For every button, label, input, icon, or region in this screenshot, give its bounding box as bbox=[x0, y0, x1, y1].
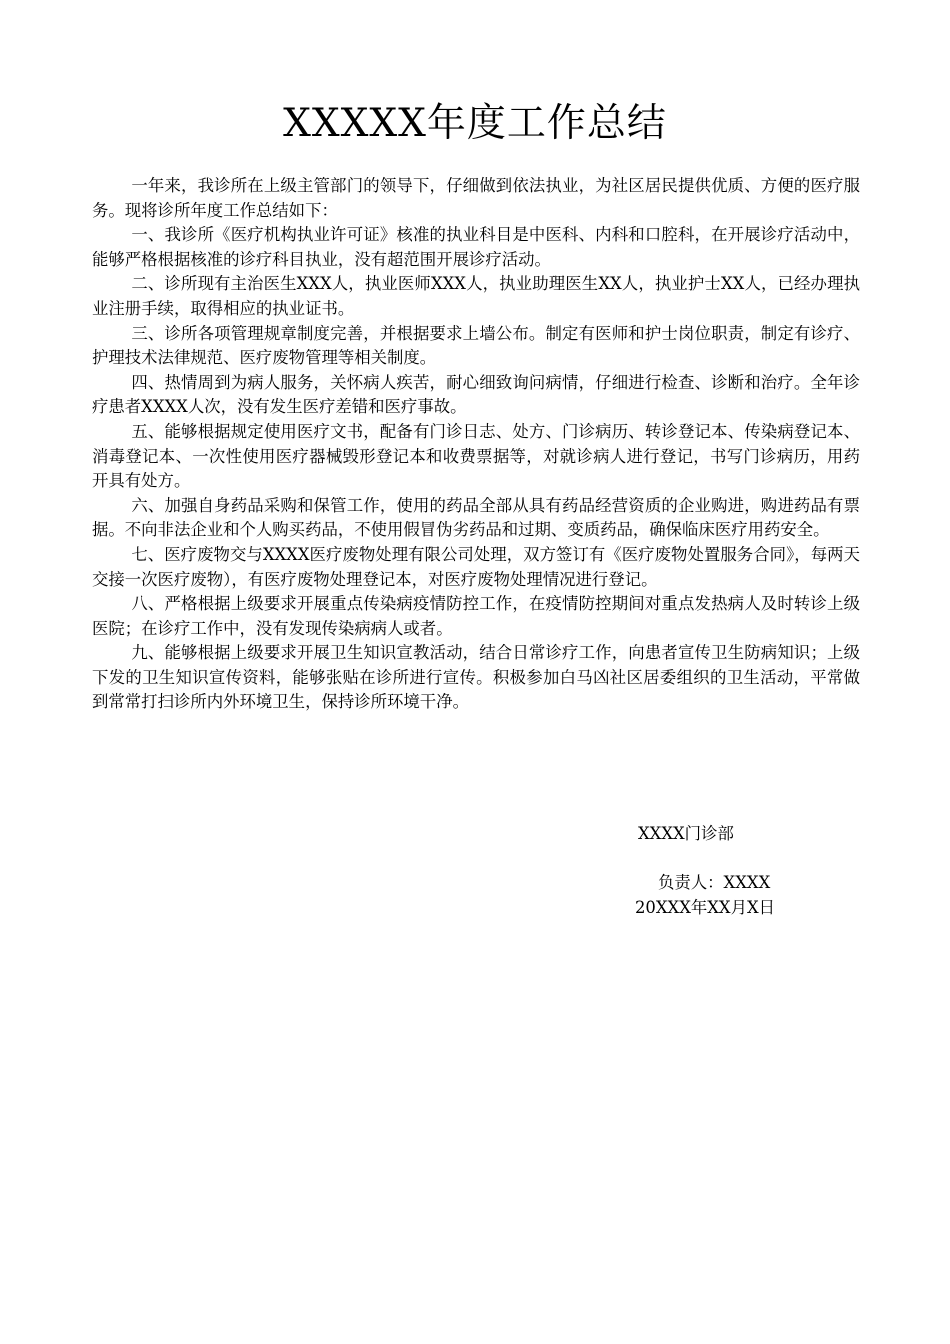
paragraph-intro: 一年来，我诊所在上级主管部门的领导下，仔细做到依法执业，为社区居民提供优质、方便的医疗服务。现将诊所年度工作总结如下： bbox=[92, 176, 860, 220]
paragraph-item-1: 一、我诊所《医疗机构执业许可证》核准的执业科目是中医科、内科和口腔科，在开展诊疗活动中，能够严格根据核准的诊疗科目执业，没有超范围开展诊疗活动。 bbox=[92, 225, 860, 269]
paragraph-item-9: 九、能够根据上级要求开展卫生知识宣教活动，结合日常诊疗工作，向患者宣传卫生防病知识；上级下发的卫生知识宣传资料，能够张贴在诊所进行宣传。积极参加白马凶社区居委组织的卫生活动，平常做到常常打扫诊所内外环境卫生，保持诊所环境干净。 bbox=[92, 643, 860, 712]
signature-department: XXXX门诊部 bbox=[638, 824, 734, 843]
paragraph-item-7: 七、医疗废物交与XXXX医疗废物处理有限公司处理，双方签订有《医疗废物处置服务合同》，每两天交接一次医疗废物），有医疗废物处理登记本，对医疗废物处理情况进行登记。 bbox=[92, 544, 860, 589]
signature-date: 20XXX年XX月X日 bbox=[635, 898, 776, 917]
paragraph-item-2: 二、诊所现有主治医生XXX人，执业医师XXX人，执业助理医生XX人，执业护士XX人，已经办理执业注册手续，取得相应的执业证书。 bbox=[92, 274, 860, 318]
paragraph-item-8: 八、严格根据上级要求开展重点传染病疫情防控工作，在疫情防控期间对重点发热病人及时转诊上级医院；在诊疗工作中，没有发现传染病病人或者。 bbox=[92, 594, 860, 638]
signature-person: 负责人：XXXX bbox=[658, 873, 771, 892]
paragraph-item-3: 三、诊所各项管理规章制度完善，并根据要求上墙公布。制定有医师和护士岗位职责，制定有诊疗、护理技术法律规范、医疗废物管理等相关制度。 bbox=[92, 323, 860, 368]
paragraph-item-6: 六、加强自身药品采购和保管工作，使用的药品全部从具有药品经营资质的企业购进，购进药品有票据。不向非法企业和个人购买药品，不使用假冒伪劣药品和过期、变质药品，确保临床医疗用药安全。 bbox=[92, 495, 860, 540]
document-title: XXXXX年度工作总结 bbox=[283, 101, 667, 146]
paragraph-item-5: 五、能够根据规定使用医疗文书，配备有门诊日志、处方、门诊病历、转诊登记本、传染病登记本、消毒登记本、一次性使用医疗器械毁形登记本和收费票据等，对就诊病人进行登记，书写门诊病历，用药开具有处方。 bbox=[92, 421, 860, 491]
paragraph-item-4: 四、热情周到为病人服务，关怀病人疾苦，耐心细致询问病情，仔细进行检查、诊断和治疗。全年诊疗患者XXXX人次，没有发生医疗差错和医疗事故。 bbox=[92, 372, 860, 417]
document-body bbox=[92, 174, 860, 715]
